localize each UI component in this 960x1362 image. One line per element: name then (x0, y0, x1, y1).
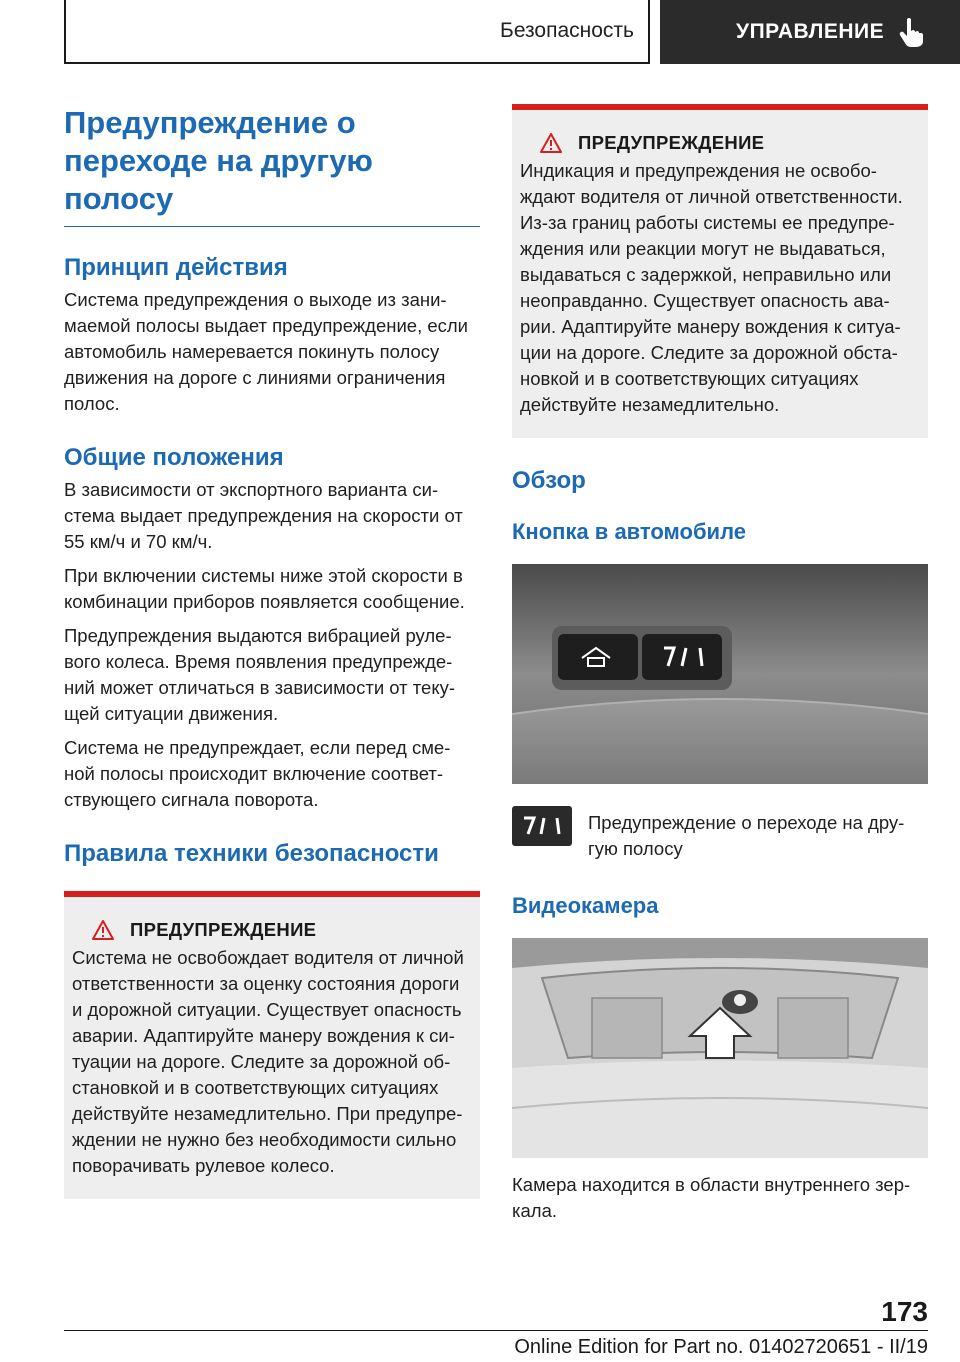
camera-photo (512, 938, 928, 1158)
display-warning-label: ПРЕДУПРЕЖДЕНИЕ (578, 132, 765, 153)
button-photo (512, 564, 928, 784)
camera-heading: Видеокамера (512, 893, 659, 918)
general-paragraph-4: Система не предупреждает, если перед сме-ной полосы происходит включение соответ-ствующего сигнала поворота. (64, 737, 451, 810)
warning-triangle-icon (540, 133, 562, 153)
display-warning-title (520, 132, 920, 154)
principle-text: Система предупреждения о выходе из зани-маемой полосы выдает предупреждение, если автомобиль намеревается покинуть полосу движения на дороге с линиями ограничения полос. (64, 289, 469, 414)
page-title: Предупреждение о переходе на другую полосу (64, 104, 480, 227)
pointing-hand-icon (898, 17, 924, 47)
lane-departure-button-icon (512, 806, 572, 846)
footer-rule (64, 1330, 928, 1331)
camera-caption: Камера находится в области внутреннего зер-кала. (512, 1174, 911, 1221)
safety-heading: Правила техники безопасности (64, 840, 439, 867)
safety-warning-box (64, 891, 480, 1199)
header-chapter-label: УПРАВЛЕНИЕ (736, 20, 885, 43)
general-paragraph-1: В зависимости от экспортного варианта си-стема выдает предупреждения на скорости от 55 км/ч и 70 км/ч. (64, 479, 463, 552)
display-warning-text: Индикация и предупреждения не освобо-ждают водителя от личной ответственности. Из-за границ работы системы ее предупре-ждения или реакции могут не выдаваться, выдаваться с задержкой, неправильно или неоправданно. Существует опасность ава-рии. Адаптируйте манеру вождения к ситуа-ции на дороге. Следите за дорожной обста-новкой и в соответствующих ситуациях действуйте незамедлительно. (520, 160, 903, 415)
page-number: 173 (881, 1296, 928, 1327)
safety-warning-title (72, 919, 472, 941)
principle-heading: Принцип действия (64, 254, 288, 281)
display-warning-box (512, 104, 928, 438)
safety-warning-label: ПРЕДУПРЕЖДЕНИЕ (130, 919, 317, 940)
header-chapter-tab (660, 0, 960, 64)
left-column (64, 104, 480, 1199)
warning-triangle-icon (92, 920, 114, 940)
general-heading: Общие положения (64, 444, 284, 471)
edition-footer: Online Edition for Part no. 01402720651 - II/19 (514, 1336, 928, 1358)
general-paragraph-2: При включении системы ниже этой скорости в комбинации приборов появляется сообщение. (64, 565, 465, 612)
button-heading: Кнопка в автомобиле (512, 519, 746, 544)
button-legend-text: Предупреждение о переходе на дру-гую полосу (588, 812, 905, 859)
overview-heading: Обзор (512, 467, 586, 494)
button-legend (512, 810, 928, 862)
general-paragraph-3: Предупреждения выдаются вибрацией руле-вого колеса. Время появления предупрежде-ний может отличаться в зависимости от теку-щей ситуации движения. (64, 625, 456, 724)
header-section-tab (64, 0, 650, 64)
right-column (512, 104, 928, 1224)
header-section-label: Безопасность (500, 19, 634, 42)
safety-warning-text: Система не освобождает водителя от личной ответственности за оценку состояния дороги и дорожной ситуации. Существует опасность аварии. Адаптируйте манеру вождения к си-туации на дороге. Следите за дорожной об-становкой и в соответствующих ситуациях действуйте незамедлительно. При предупре-ждении не нужно без необходимости сильно поворачивать рулевое колесо. (72, 947, 464, 1176)
